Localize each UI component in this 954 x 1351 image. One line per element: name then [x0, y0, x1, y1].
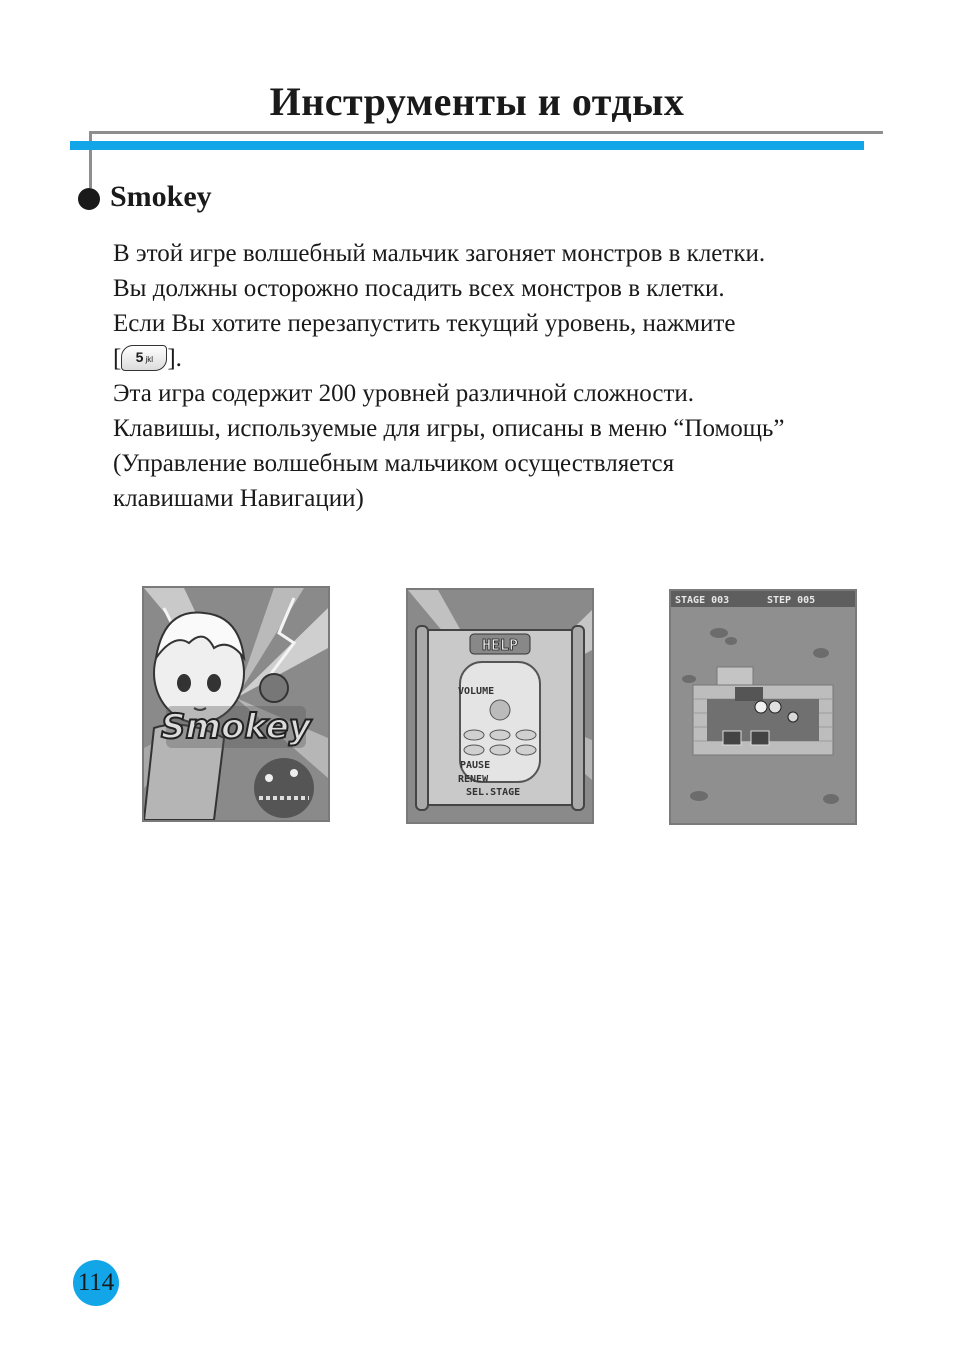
key-5-icon	[121, 345, 167, 371]
body-line: Клавишы, используемые для игры, описаны в меню “Помощь”	[113, 415, 785, 442]
screenshot-title-screen	[142, 586, 330, 822]
header-rule-gray-vertical	[89, 131, 92, 188]
header-rule-blue	[70, 141, 864, 150]
help-sel-stage: SEL.STAGE	[466, 787, 521, 798]
title-logo: Smokey	[161, 707, 311, 747]
game-stage-label: STAGE 003	[675, 595, 730, 606]
help-pause: PAUSE	[460, 760, 491, 771]
key-instruction-line	[113, 341, 913, 376]
page-number: 114	[73, 1260, 119, 1306]
page-title: Инструменты и отдых	[269, 79, 685, 124]
section-title: Smokey	[110, 180, 212, 213]
body-line: В этой игре волшебный мальчик загоняет монстров в клетки.	[113, 240, 766, 267]
body-line: Если Вы хотите перезапустить текущий уровень, нажмите	[113, 310, 736, 337]
body-line: Вы должны осторожно посадить всех монстров в клетки.	[113, 275, 725, 302]
bracket-open: [	[113, 345, 122, 372]
help-renew: RENEW	[458, 774, 489, 785]
section-bullet-icon	[78, 188, 100, 210]
body-line: (Управление волшебным мальчиком осуществляется	[113, 450, 675, 477]
key-5-label: 5	[135, 349, 144, 366]
key-5-sub: jkl	[145, 355, 153, 365]
help-heading: HELP	[481, 636, 519, 654]
screenshot-help-screen	[406, 588, 594, 824]
help-volume: VOLUME	[458, 686, 495, 697]
bracket-close: ].	[167, 345, 182, 372]
game-step-label: STEP 005	[767, 595, 816, 606]
screenshot-game-screen	[669, 589, 857, 825]
body-text	[113, 236, 913, 516]
body-line: Эта игра содержит 200 уровней различной сложности.	[113, 380, 695, 407]
body-line: клавишами Навигации)	[113, 485, 364, 512]
header-rule-gray	[89, 131, 883, 134]
